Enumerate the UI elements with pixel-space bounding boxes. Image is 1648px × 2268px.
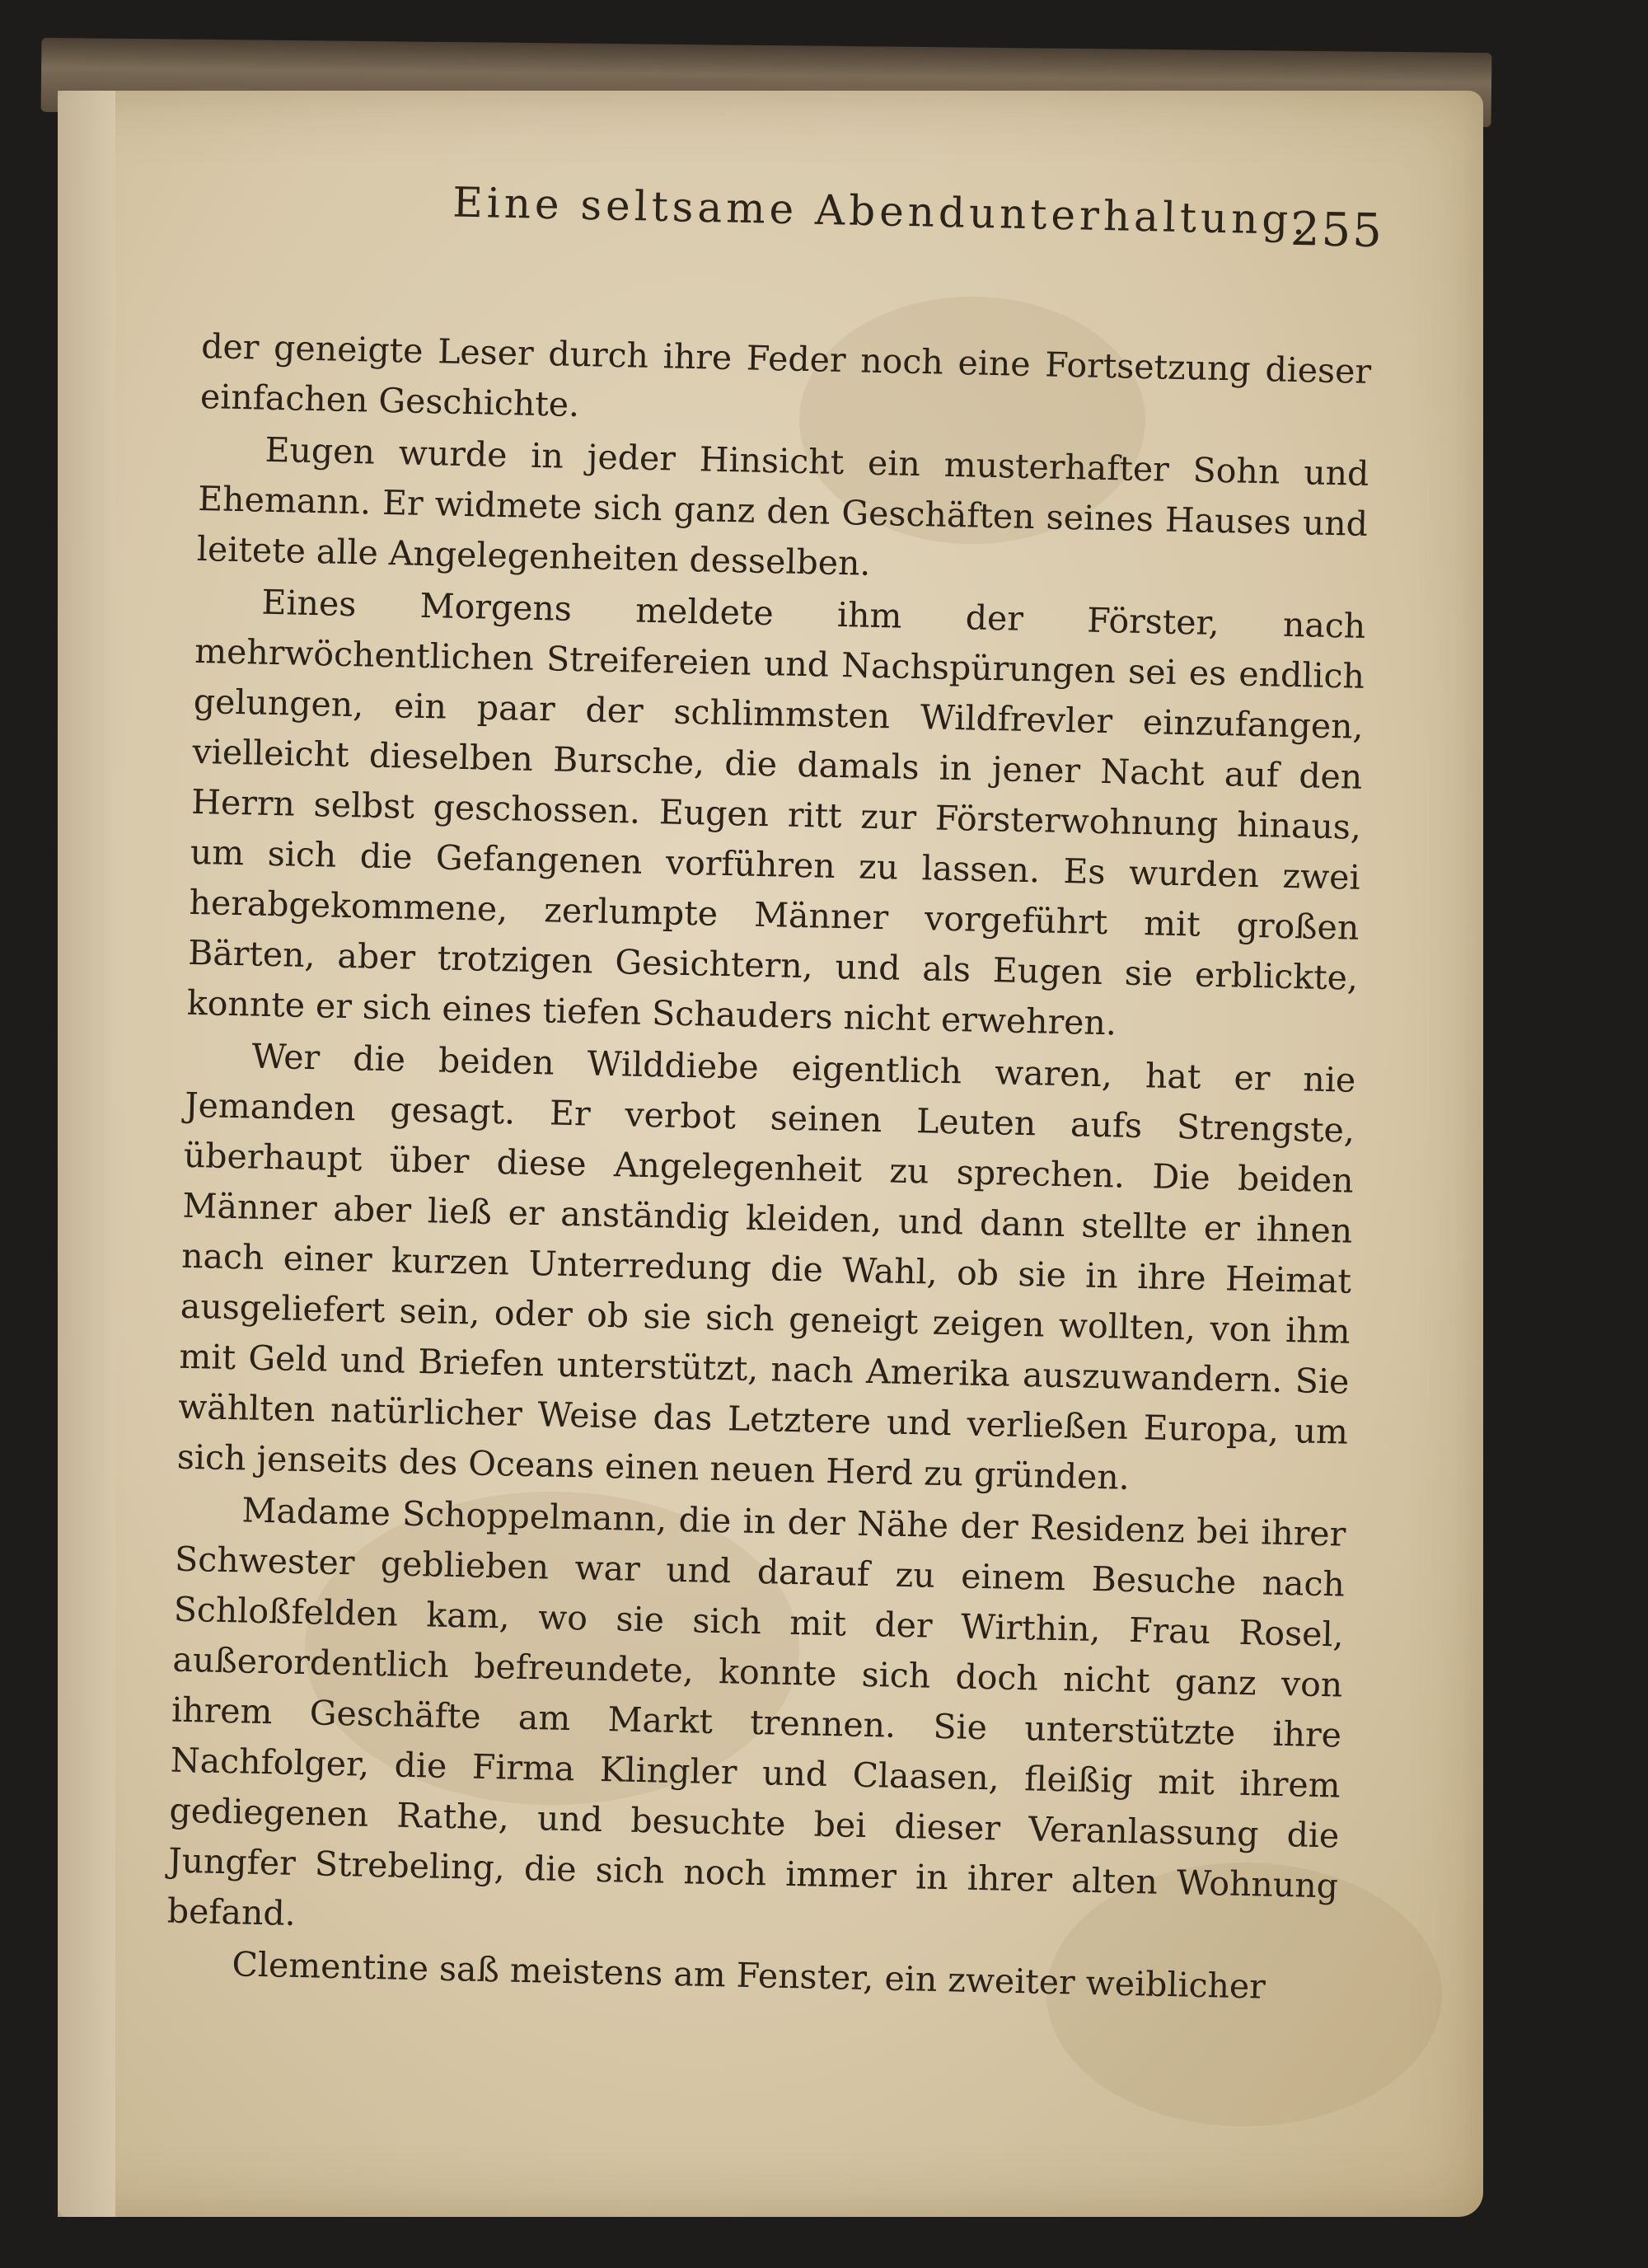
page-number: 255 <box>1290 202 1384 259</box>
paragraph: der geneigte Leser durch ihre Feder noch eine Fortsetzung dieser einfachen Geschichte. <box>199 326 1372 425</box>
running-title: Eine seltsame Abendunterhaltung. <box>452 178 1310 245</box>
paragraph: Madame Schoppelmann, die in der Nähe der Residenz bei ihrer Schwester geblieben war und darauf zu einem Besuche nach Schloßfelden kam, wo sie sich mit der Wirthin, Frau Rosel, außerordentlich befreundete, konnte sich doch nicht ganz von ihrem Geschäfte am Markt trennen. Sie unterstützte ihre Nachfolger, die Firma Klingler und Claasen, fleißig mit ihrem gediegenen Rathe, und besuchte bei dieser Veranlassung die Jungfer Strebeling, die sich noch immer in ihrer alten Wohnung befand. <box>166 1490 1346 1933</box>
paragraph: Wer die beiden Wilddiebe eigentlich waren, hat er nie Jemanden gesagt. Er verbot seinen Leuten aufs Strengste, überhaupt über diese Angelegenheit zu sprechen. Die beiden Männer aber ließ er anständig kleiden, und dann stellte er ihnen nach einer kurzen Unterredung die Wahl, ob sie in ihre Heimat ausgeliefert sein, oder ob sie sich geneigt zeigen wollten, von ihm mit Geld und Briefen unterstützt, nach Amerika auszuwandern. Sie wählten natürlicher Weise das Letztere und verließen Europa, um sich jenseits des Oceans einen neuen Herd zu gründen. <box>176 1036 1356 1497</box>
paragraph: Clementine saß meistens am Fenster, ein zweiter weiblicher <box>232 1944 1266 2007</box>
page-body-text <box>166 321 1372 2013</box>
paragraph: Eines Morgens meldete ihm der Förster, nach mehrwöchentlichen Streifereien und Nachspürungen sei es endlich gelungen, ein paar der schlimmsten Wildfrevler einzufangen, vielleicht dieselben Bursche, die damals in jener Nacht auf den Herrn selbst geschossen. Eugen ritt zur Försterwohnung hinaus, um sich die Gefangenen vorführen zu lassen. Es wurden zwei herabgekommene, zerlumpte Männer vorgeführt mit großen Bärten, aber trotzigen Gesichtern, und als Eugen sie erblickte, konnte er sich eines tiefen Schauders nicht erwehren. <box>186 582 1366 1043</box>
paragraph: Eugen wurde in jeder Hinsicht ein musterhafter Sohn und Ehemann. Er widmete sich ganz den Geschäften seines Hauses und leitete alle Angelegenheiten desselben. <box>196 429 1369 583</box>
page-gutter <box>58 91 115 2217</box>
